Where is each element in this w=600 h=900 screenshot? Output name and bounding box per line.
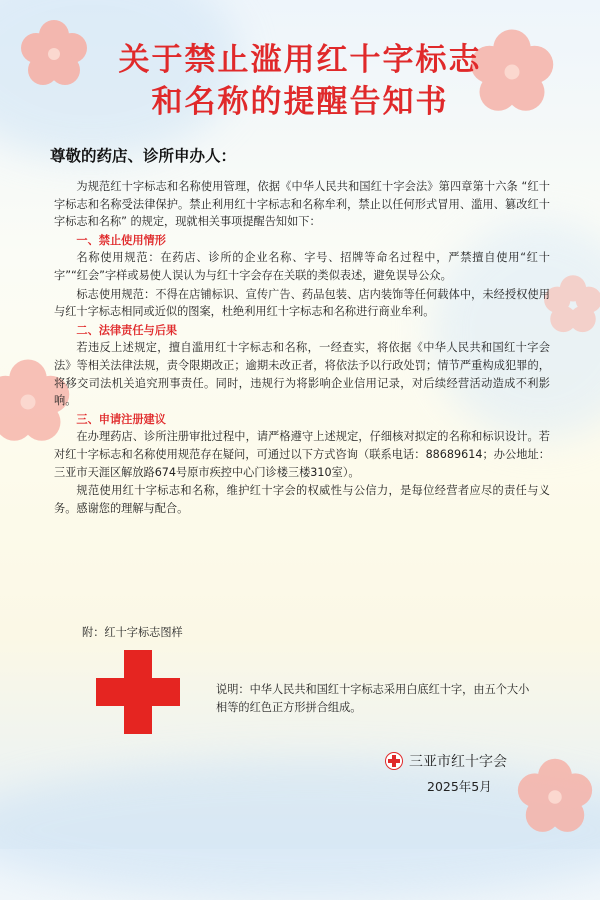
document-body bbox=[54, 178, 550, 517]
paragraph-liability: 若违反上述规定，擅自滥用红十字标志和名称，一经查实，将依据《中华人民共和国红十字会法》等相关法律法规，责令限期改正；逾期未改正者，将依法予以行政处罚；情节严重构成犯罪的，将移交司法机关追究刑事责任。同时，违规行为将影响企业信用记录，对后续经营活动造成不利影响。 bbox=[54, 341, 550, 408]
paragraph-closing: 规范使用红十字标志和名称，维护红十字会的权威性与公信力，是每位经营者应尽的责任与义务。感谢您的理解与配合。 bbox=[54, 484, 550, 515]
section-heading-prohibited: 一、禁止使用情形 bbox=[76, 233, 166, 247]
signature-date: 2025年5月 bbox=[427, 779, 492, 794]
document-title-line2: 和名称的提醒告知书 bbox=[151, 84, 449, 120]
section-heading-liability: 二、法律责任与后果 bbox=[76, 323, 178, 337]
paragraph-name-usage: 名称使用规范：在药店、诊所的企业名称、字号、招牌等命名过程中，严禁擅自使用“红十字”“红会”字样或易使人误认为与红十字会存在关联的类似表述，避免误导公众。 bbox=[54, 251, 550, 282]
section-heading-registration: 三、申请注册建议 bbox=[76, 412, 166, 426]
attachment-label: 附：红十字标志图样 bbox=[82, 626, 183, 639]
org-name: 三亚市红十字会 bbox=[409, 754, 507, 770]
document-title-line1: 关于禁止滥用红十字标志 bbox=[118, 42, 482, 78]
flower-decoration-icon bbox=[510, 752, 600, 842]
paragraph-emblem-usage: 标志使用规范：不得在店铺标识、宣传广告、药品包装、店内装饰等任何载体中，未经授权使用与红十字标志相同或近似的图案，杜绝利用红十字标志和名称进行商业牟利。 bbox=[54, 287, 550, 319]
greeting: 尊敬的药店、诊所申办人： bbox=[50, 147, 237, 165]
emblem-note: 说明：中华人民共和国红十字标志采用白底红十字，由五个大小相等的红色正方形拼合组成。 bbox=[216, 683, 530, 714]
intro-paragraph: 为规范红十字标志和名称使用管理，依据《中华人民共和国红十字会法》第四章第十六条 “红十字标志和名称受法律保护。禁止利用红十字标志和名称牟利，禁止以任何形式冒用、滥用、篡改红十字标志和名称” 的规定，现就相关事项提醒告知如下： bbox=[54, 180, 550, 229]
paragraph-registration: 在办理药店、诊所注册审批过程中，请严格遵守上述规定，仔细核对拟定的名称和标识设计。若对红十字标志和名称使用规范存在疑问，可通过以下方式咨询（联系电话：88689614；办公地址：三亚市天涯区解放路674号原市疾控中心门诊楼三楼310室）。 bbox=[54, 430, 550, 479]
red-cross-emblem-icon bbox=[96, 650, 180, 734]
red-cross-org-icon bbox=[385, 752, 403, 770]
signature-org bbox=[385, 751, 507, 771]
